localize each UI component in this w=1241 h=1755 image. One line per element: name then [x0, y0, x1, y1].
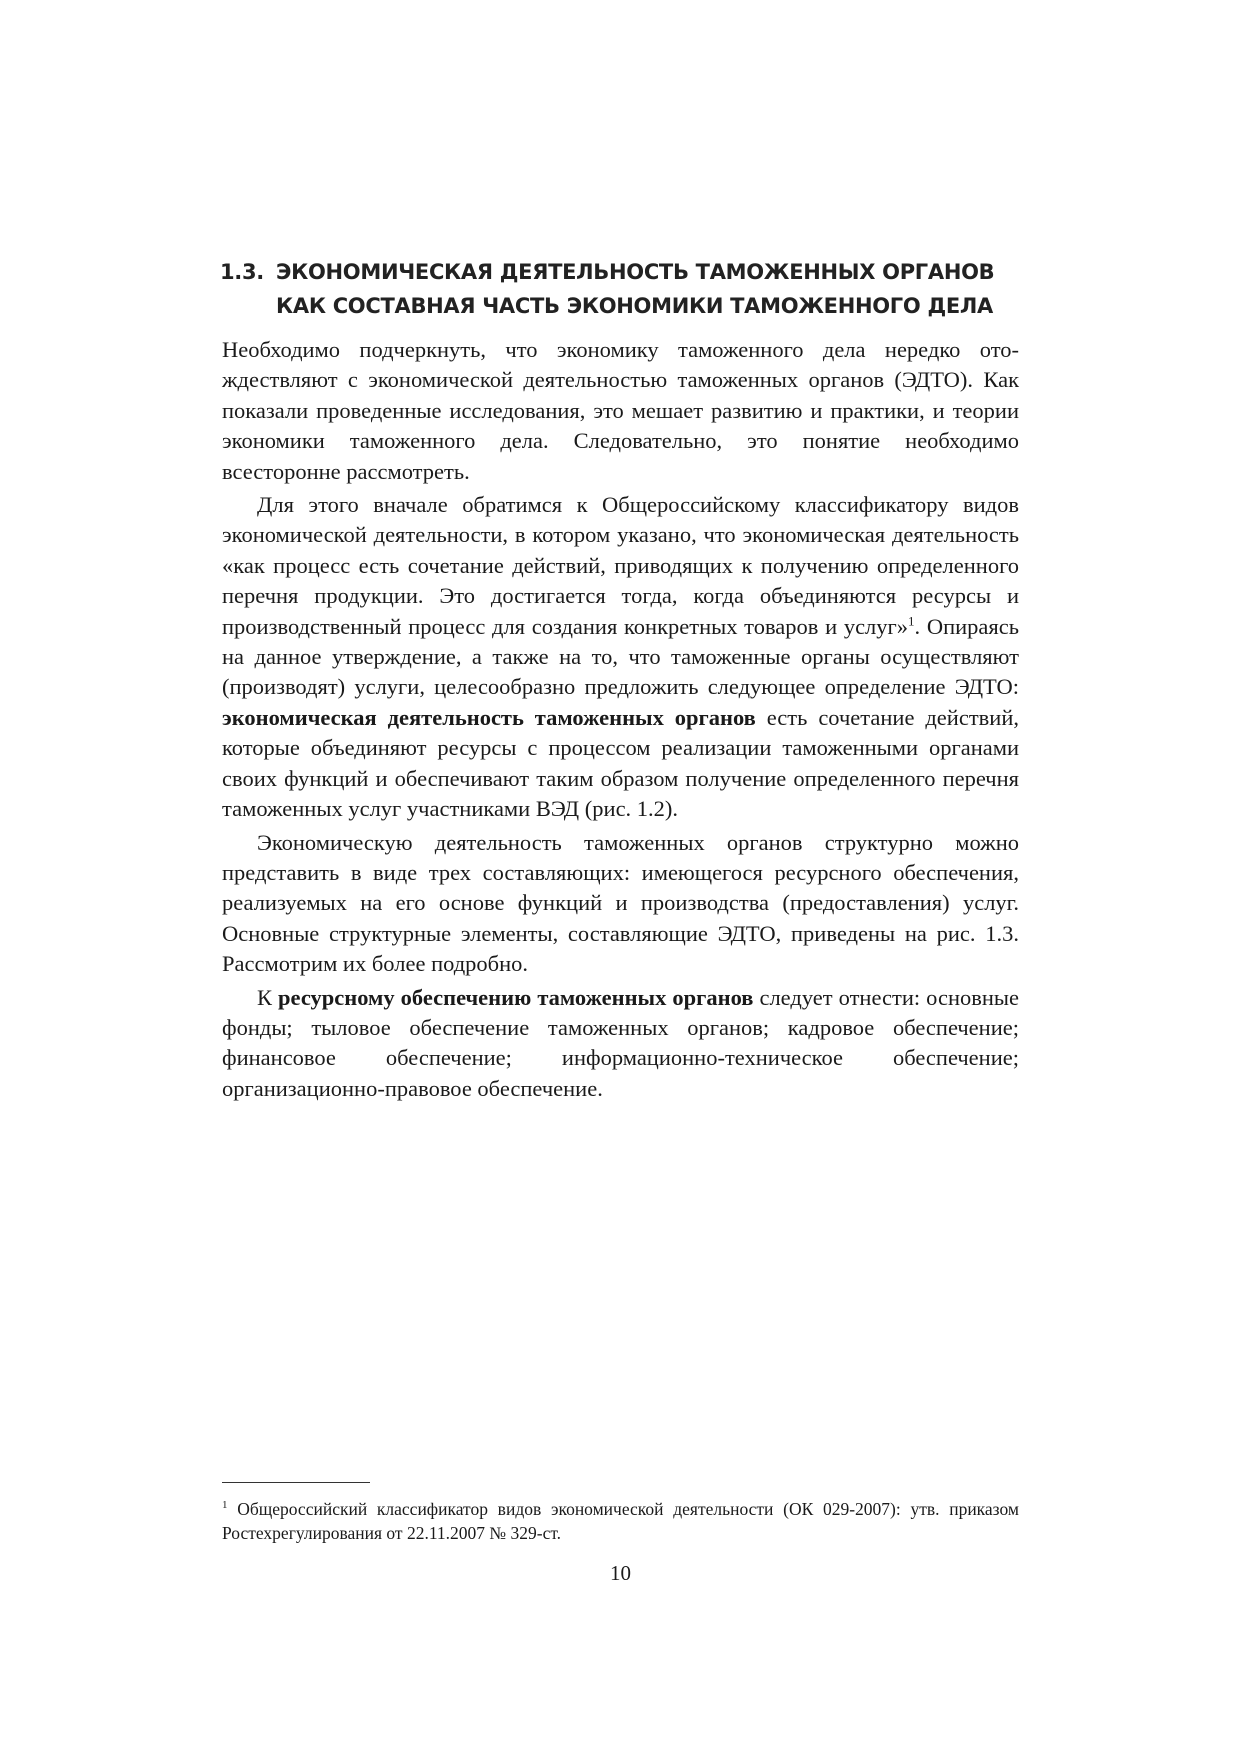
body-text	[222, 335, 1019, 1107]
paragraph-4-text-b: следует отнести: основные фонды; тыловое обеспечение таможенных органов; кадровое обеспечение; финансовое обеспечение; информационно-техническое обеспечение; организационно-правовое обеспечение.	[222, 984, 1019, 1101]
section-heading	[220, 255, 1040, 323]
paragraph-3-text: Экономическую деятельность таможенных органов структурно можно представить в виде трех составляющих: имеющегося ресурсного обеспечения, реализуемых на его основе функций и производства (предоставления) услуг. Основные структурные элементы, составляющие ЭДТО, приведены на рис. 1.3. Рассмотрим их более подробно.	[222, 829, 1019, 977]
resource-term: ресурсному обеспечению таможенных органов	[278, 984, 754, 1010]
paragraph-3	[222, 828, 1019, 980]
definition-term: экономическая деятельность таможенных органов	[222, 704, 756, 730]
section-number: 1.3.	[220, 260, 264, 284]
paragraph-4-text-a: К	[257, 984, 279, 1010]
section-title-line-1: ЭКОНОМИЧЕСКАЯ ДЕЯТЕЛЬНОСТЬ ТАМОЖЕННЫХ ОРГАНОВ	[276, 260, 995, 284]
paragraph-2-text-c: есть сочетание действий, которые объединяют ресурсы с процессом реализации таможенными органами своих функций и обеспечивают таким образом получение определенного перечня таможенных услуг участниками ВЭД (рис. 1.2).	[222, 704, 1019, 822]
paragraph-2	[222, 490, 1019, 824]
footnote-divider	[222, 1482, 370, 1483]
footnote-number: 1	[222, 1499, 228, 1512]
paragraph-2-text-a: Для этого вначале обратимся к Общероссийскому классификатору видов экономической деятельности, в котором указано, что экономическая деятельность «как процесс есть сочетание действий, приводящих к получению определенного перечня продукции. Это достигается тогда, когда объединяются ресурсы и производственный процесс для создания конкретных товаров и услуг»	[222, 492, 1019, 639]
footnote-text: Общероссийский классификатор видов экономической деятельности (ОК 029-2007): утв. приказом Ростехрегулирования от 22.11.2007 № 329-ст.	[222, 1499, 1019, 1543]
paragraph-1	[222, 335, 1019, 487]
page-number: 10	[610, 1561, 631, 1585]
paragraph-2-text-b: . Опираясь на данное утверждение, а также на то, что таможенные органы осуществляют (производят) услуги, целесообразно предложить следующее определение ЭДТО:	[222, 613, 1019, 700]
paragraph-4	[222, 983, 1019, 1105]
paragraph-1-text: Необходимо подчеркнуть, что экономику таможенного дела нередко отождествляют с экономической деятельностью таможенных органов (ЭДТО). Как показали проведенные исследования, это мешает развитию и практики, и теории экономики таможенного дела. Следовательно, это понятие необходимо всесторонне рассмотреть.	[222, 337, 1019, 484]
footnote	[222, 1497, 1019, 1545]
section-title-line-2: КАК СОСТАВНАЯ ЧАСТЬ ЭКОНОМИКИ ТАМОЖЕННОГО ДЕЛА	[276, 294, 993, 318]
footnote-reference: 1	[908, 613, 915, 629]
